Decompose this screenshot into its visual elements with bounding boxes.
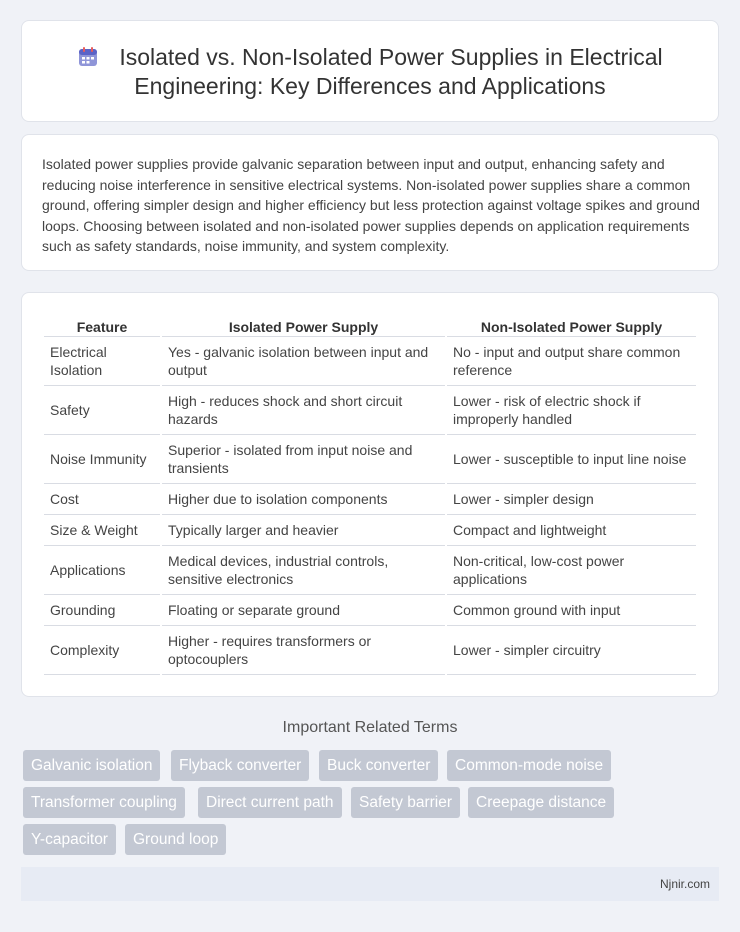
header-non-isolated: Non-Isolated Power Supply	[447, 314, 696, 337]
title-line-2: Engineering: Key Differences and Applications	[134, 73, 606, 99]
related-terms-title: Important Related Terms	[282, 719, 458, 736]
isolated-cell: Typically larger and heavier	[162, 515, 445, 546]
isolated-cell: Floating or separate ground	[162, 595, 445, 626]
comparison-card	[21, 292, 719, 697]
table-row	[44, 337, 696, 386]
isolated-cell: High - reduces shock and short circuit hazards	[162, 386, 445, 435]
table-header-row	[44, 314, 696, 337]
comparison-table	[42, 314, 698, 675]
term-tag-flyback-converter[interactable]: Flyback converter	[171, 750, 309, 781]
feature-cell: Applications	[44, 546, 160, 595]
feature-cell: Electrical Isolation	[44, 337, 160, 386]
term-tag-creepage-distance[interactable]: Creepage distance	[468, 787, 614, 818]
page-title	[22, 43, 718, 101]
isolated-cell: Medical devices, industrial controls, sensitive electronics	[162, 546, 445, 595]
feature-cell: Grounding	[44, 595, 160, 626]
table-row	[44, 515, 696, 546]
header-feature: Feature	[44, 314, 160, 337]
term-tag-safety-barrier[interactable]: Safety barrier	[351, 787, 460, 818]
isolated-cell: Higher due to isolation components	[162, 484, 445, 515]
title-card	[21, 20, 719, 122]
non-isolated-cell: No - input and output share common reference	[447, 337, 696, 386]
intro-paragraph: Isolated power supplies provide galvanic separation between input and output, enhancing safety and reducing noise interference in sensitive electrical systems. Non-isolated power supplies share a common ground, offering simpler design and higher efficiency but less protection against voltage spikes and ground loops. Choosing between isolated and non-isolated power supplies depends on application requirements such as safety standards, noise immunity, and system complexity.	[42, 156, 700, 254]
table-row	[44, 546, 696, 595]
isolated-cell: Higher - requires transformers or optocouplers	[162, 626, 445, 675]
calendar-icon	[77, 46, 99, 68]
non-isolated-cell: Compact and lightweight	[447, 515, 696, 546]
feature-cell: Complexity	[44, 626, 160, 675]
footer	[21, 867, 719, 901]
term-tag-transformer-coupling[interactable]: Transformer coupling	[23, 787, 185, 818]
table-row	[44, 386, 696, 435]
table-row	[44, 435, 696, 484]
non-isolated-cell: Lower - simpler design	[447, 484, 696, 515]
table-row	[44, 626, 696, 675]
term-tag-galvanic-isolation[interactable]: Galvanic isolation	[23, 750, 160, 781]
term-tag-buck-converter[interactable]: Buck converter	[319, 750, 438, 781]
intro-card	[21, 134, 719, 271]
feature-cell: Noise Immunity	[44, 435, 160, 484]
term-tag-direct-current-path[interactable]: Direct current path	[198, 787, 342, 818]
term-tag-ground-loop[interactable]: Ground loop	[125, 824, 226, 855]
non-isolated-cell: Lower - simpler circuitry	[447, 626, 696, 675]
table-row	[44, 484, 696, 515]
non-isolated-cell: Common ground with input	[447, 595, 696, 626]
non-isolated-cell: Lower - risk of electric shock if improperly handled	[447, 386, 696, 435]
feature-cell: Size & Weight	[44, 515, 160, 546]
term-tag-common-mode-noise[interactable]: Common-mode noise	[447, 750, 611, 781]
header-isolated: Isolated Power Supply	[162, 314, 445, 337]
title-line-1: Isolated vs. Non-Isolated Power Supplies in Electrical	[119, 44, 663, 70]
feature-cell: Cost	[44, 484, 160, 515]
non-isolated-cell: Lower - susceptible to input line noise	[447, 435, 696, 484]
term-tag-y-capacitor[interactable]: Y-capacitor	[23, 824, 116, 855]
non-isolated-cell: Non-critical, low-cost power applications	[447, 546, 696, 595]
feature-cell: Safety	[44, 386, 160, 435]
footer-site-link[interactable]: Njnir.com	[659, 877, 710, 891]
table-row	[44, 595, 696, 626]
isolated-cell: Yes - galvanic isolation between input and output	[162, 337, 445, 386]
isolated-cell: Superior - isolated from input noise and transients	[162, 435, 445, 484]
